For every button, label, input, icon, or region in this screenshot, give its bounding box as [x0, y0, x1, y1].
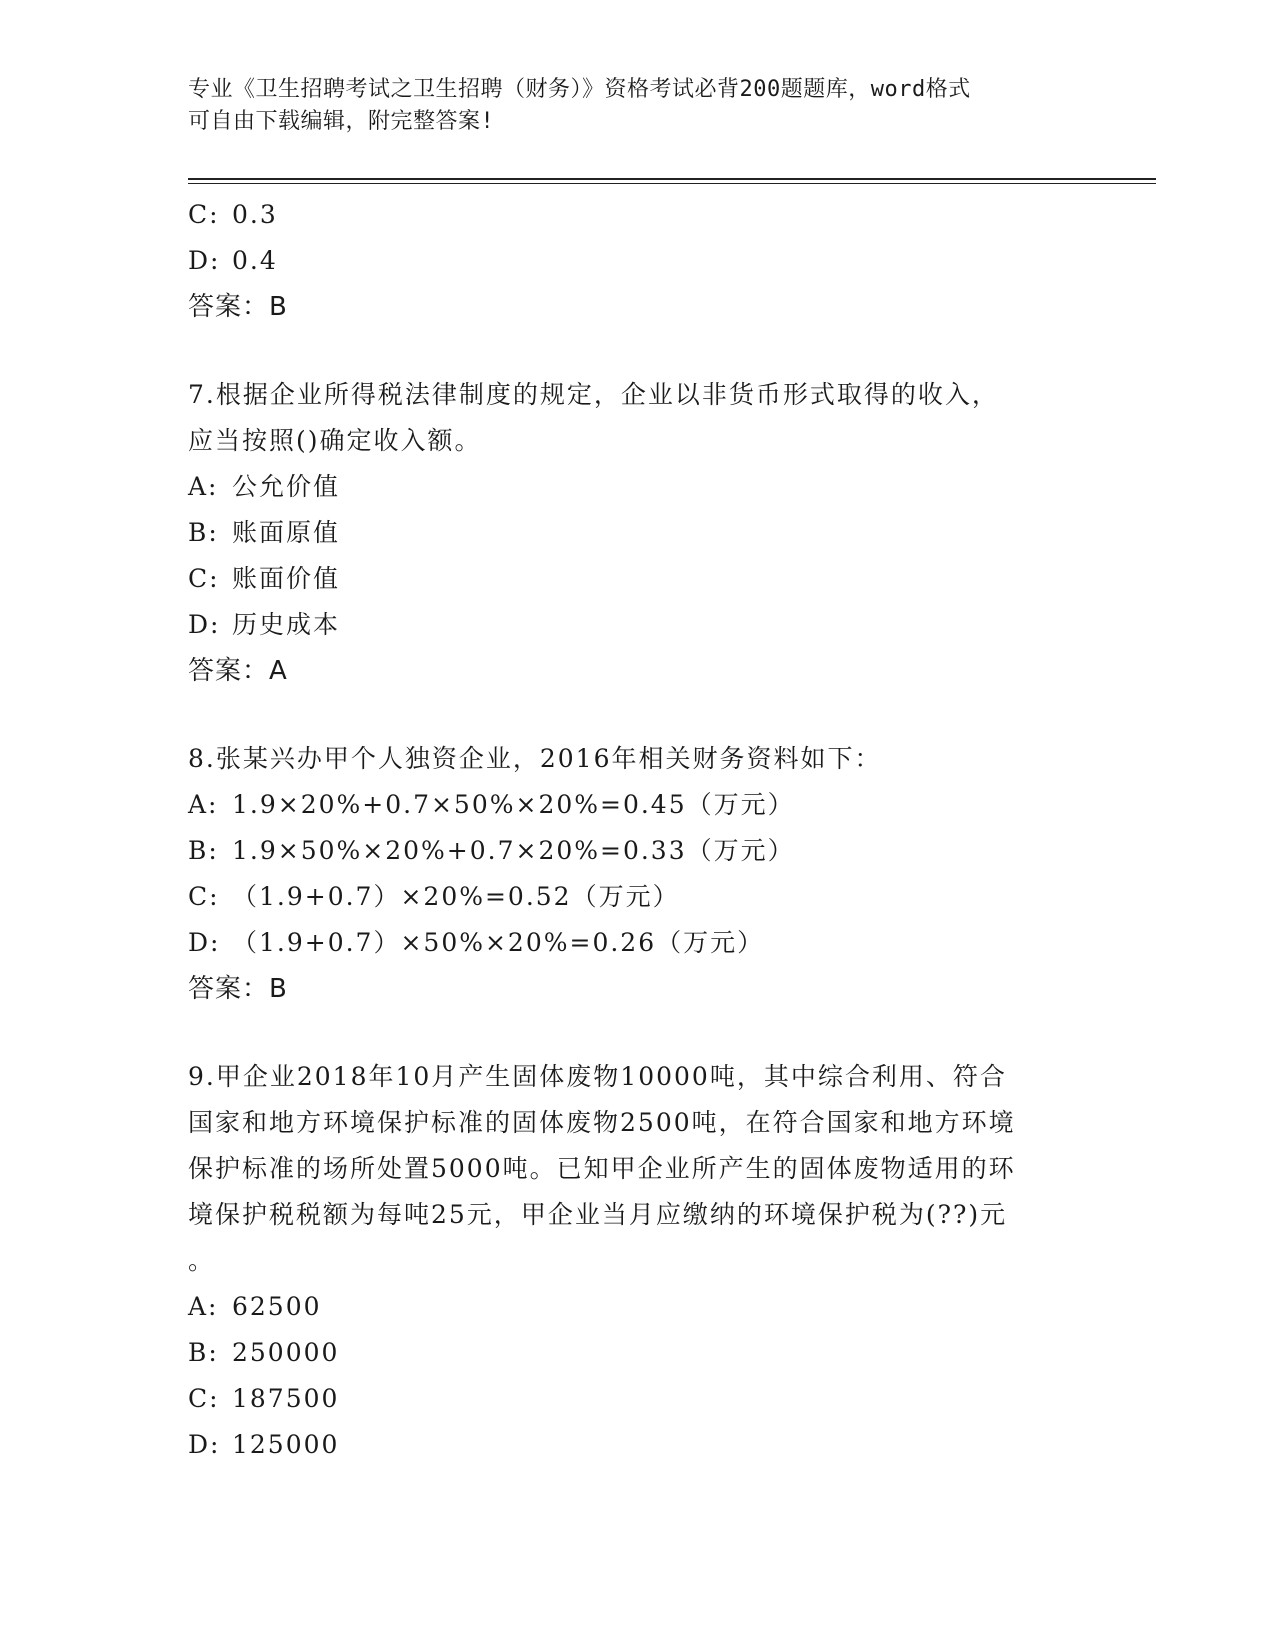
option-d [188, 920, 1088, 966]
question-text-line: 应当按照()确定收入额。 [188, 426, 482, 455]
question-text-line: 7.根据企业所得税法律制度的规定，企业以非货币形式取得的收入， [188, 380, 999, 409]
option-text: 账面原值 [232, 518, 341, 547]
header-divider-top [188, 178, 1156, 180]
option-label: A: [188, 790, 219, 819]
option-label: A: [188, 472, 219, 501]
document-body [188, 192, 1088, 1468]
option-label: D: [188, 610, 221, 639]
option-label: C: [188, 200, 220, 229]
option-label: B: [188, 836, 219, 865]
document-header [188, 74, 1088, 138]
option-d [188, 1422, 1088, 1468]
question-text-line: 国家和地方环境保护标准的固体废物2500吨，在符合国家和地方环境 [188, 1108, 1016, 1137]
option-text: 125000 [232, 1430, 340, 1459]
option-text: 62500 [232, 1292, 322, 1321]
question-text-line: 境保护税税额为每吨25元，甲企业当月应缴纳的环境保护税为(??)元 [188, 1200, 1008, 1229]
option-text: （1.9+0.7）×50%×20%=0.26（万元） [232, 928, 765, 957]
question-text-line: 。 [188, 1246, 216, 1275]
option-text: 1.9×20%+0.7×50%×20%=0.45（万元） [232, 790, 795, 819]
option-a [188, 464, 1088, 510]
answer-line: 答案：A [188, 656, 288, 686]
option-text: 0.3 [232, 200, 278, 229]
header-divider-bottom [188, 183, 1156, 184]
option-c [188, 1376, 1088, 1422]
header-line-2: 可自由下载编辑，附完整答案! [188, 109, 495, 134]
answer-line: 答案：B [188, 292, 288, 322]
option-b [188, 510, 1088, 556]
option-c [188, 556, 1088, 602]
question-7 [188, 372, 1088, 694]
option-label: D: [188, 928, 221, 957]
spacer [188, 1012, 1088, 1054]
option-label: A: [188, 1292, 219, 1321]
spacer [188, 330, 1088, 372]
option-label: B: [188, 1338, 219, 1367]
option-label: C: [188, 882, 220, 911]
question-text-line: 9.甲企业2018年10月产生固体废物10000吨，其中综合利用、符合 [188, 1062, 1007, 1091]
option-label: B: [188, 518, 219, 547]
option-c [188, 192, 1088, 238]
option-b [188, 1330, 1088, 1376]
option-text: 0.4 [232, 246, 278, 275]
option-text: 187500 [232, 1384, 340, 1413]
option-b [188, 828, 1088, 874]
option-text: 250000 [232, 1338, 340, 1367]
spacer [188, 694, 1088, 736]
option-text: 历史成本 [232, 610, 341, 639]
question-9 [188, 1054, 1088, 1468]
option-label: D: [188, 246, 221, 275]
option-a [188, 1284, 1088, 1330]
option-d [188, 602, 1088, 648]
question-8 [188, 736, 1088, 1012]
question-text-line: 保护标准的场所处置5000吨。已知甲企业所产生的固体废物适用的环 [188, 1154, 1016, 1183]
option-d [188, 238, 1088, 284]
option-text: 1.9×50%×20%+0.7×20%=0.33（万元） [232, 836, 795, 865]
option-a [188, 782, 1088, 828]
option-c [188, 874, 1088, 920]
option-text: （1.9+0.7）×20%=0.52（万元） [232, 882, 680, 911]
option-text: 公允价值 [232, 472, 341, 501]
question-text-line: 8.张某兴办甲个人独资企业，2016年相关财务资料如下： [188, 744, 882, 773]
option-label: D: [188, 1430, 221, 1459]
question-carryover [188, 192, 1088, 330]
option-text: 账面价值 [232, 564, 341, 593]
answer-line: 答案：B [188, 974, 288, 1004]
header-line-1: 专业《卫生招聘考试之卫生招聘（财务）》资格考试必背200题题库，word格式 [188, 77, 971, 102]
option-label: C: [188, 564, 220, 593]
option-label: C: [188, 1384, 220, 1413]
